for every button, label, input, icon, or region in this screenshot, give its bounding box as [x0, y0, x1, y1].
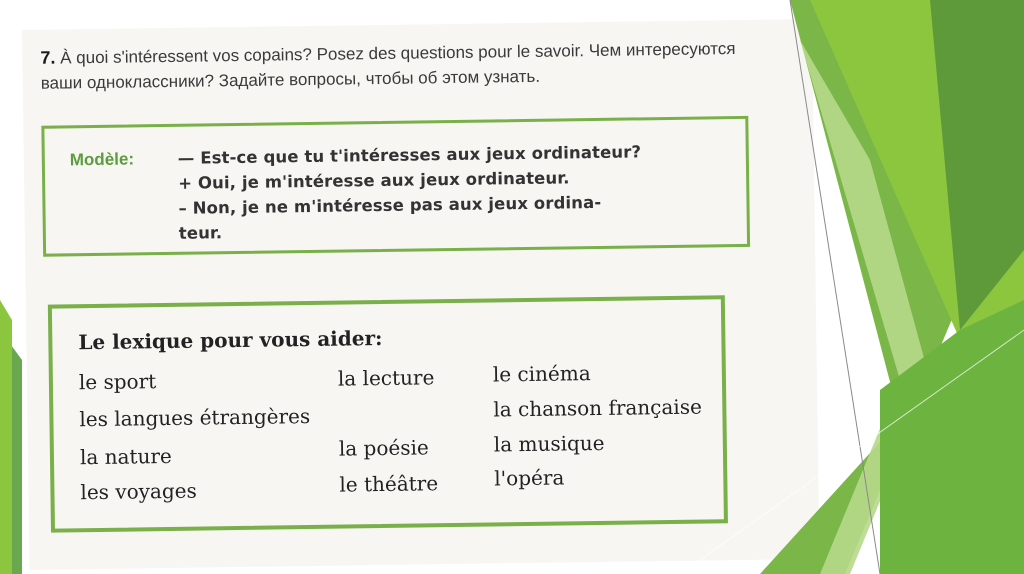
lexique-word: la poésie: [338, 435, 429, 461]
model-answer-no-continued: teur.: [178, 223, 223, 243]
model-question: — Est-ce que tu t'intéresses aux jeux ordinateur?: [177, 142, 642, 168]
lexique-word: le théâtre: [339, 471, 439, 497]
lexique-word: la lecture: [337, 365, 435, 391]
lexique-word: la nature: [79, 443, 172, 470]
model-answer-yes: + Oui, je m'intéresse aux jeux ordinateur.: [178, 168, 570, 193]
lexique-word: la chanson française: [493, 394, 702, 422]
lexique-word: les langues étrangères: [79, 404, 311, 432]
lexique-word: la musique: [493, 430, 605, 457]
lexique-word: les voyages: [80, 478, 197, 505]
lexique-title: Le lexique pour vous aider:: [78, 325, 383, 355]
model-answer-no: – Non, je ne m'intéresse pas aux jeux ordina-: [178, 192, 602, 218]
instruction-russian: Чем интересуются ваши одноклассники? Задайте вопросы, чтобы об этом узнать.: [40, 39, 736, 93]
exercise-number: 7.: [40, 47, 56, 68]
lexique-word: le cinéma: [492, 361, 591, 387]
lexique-word: le sport: [78, 369, 157, 395]
lexique-word: l'opéra: [494, 465, 565, 491]
left-edge-shape-light: [0, 300, 12, 574]
instruction-french: À quoi s'intéressent vos copains? Posez des questions pour le savoir.: [60, 41, 585, 68]
model-label: Modèle:: [69, 149, 135, 170]
